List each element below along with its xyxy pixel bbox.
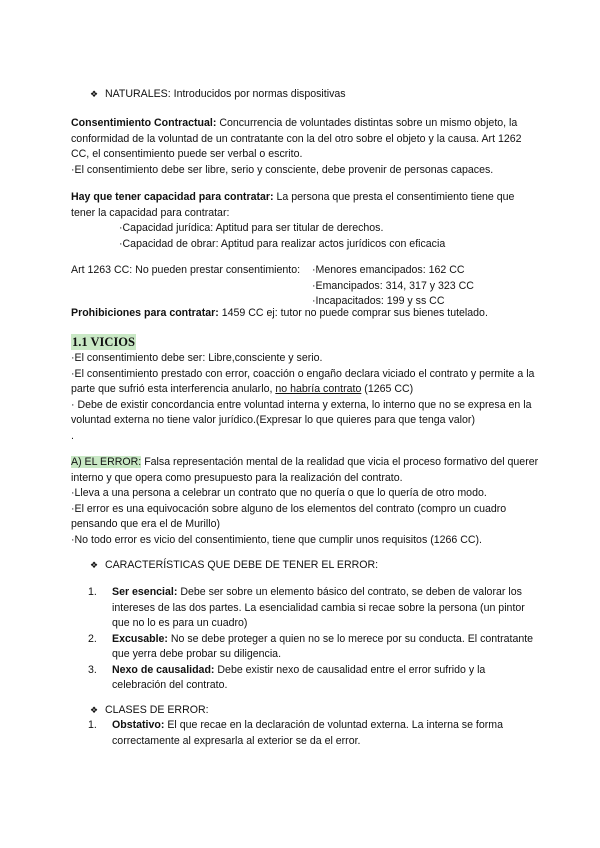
vicios-line2 [71,367,541,398]
consentimiento-title: Consentimiento Contractual: [71,117,217,129]
list-item-text: Debe existir nexo de causalidad entre el error sufrido y la celebración del contrato. [112,663,486,691]
error-line4: ·No todo error es vicio del consentimiento, tiene que cumplir unos requisitos (1266 CC). [71,533,482,546]
naturales-label: NATURALES: Introducidos por normas dispositivas [104,88,346,100]
capacidad-obrar: ·Capacidad de obrar: Aptitud para realizar actos jurídicos con eficacia [119,237,446,250]
prohibiciones-section [71,306,541,322]
art1263-item: ·Menores emancipados: 162 CC [312,264,465,276]
vicios-line3: · Debe de existir concordancia entre voluntad interna y externa, lo interno que no se expresa en la voluntad externa no tiene valor jurídico.(Expresar lo que quieres para que tenga valor) [71,398,532,426]
consentimiento-section [71,116,541,178]
capacidad-title: Hay que tener capacidad para contratar: [71,191,274,203]
vicios-heading: 1.1 VICIOS [72,335,135,349]
naturales-bullet [90,87,346,103]
caracteristicas-title: CARACTERÍSTICAS QUE DEBE DE TENER EL ERROR: [104,559,379,571]
list-item-term: Nexo de causalidad: [112,663,215,676]
list-item-term: Ser esencial: [112,586,178,598]
error-line3: ·El error es una equivocación sobre alguno de los elementos del contrato (compro un cuadro pensando que era el de Murillo) [71,502,507,530]
vicios-section [71,351,541,444]
list-item-number: 1. [88,586,97,598]
error-line2: ·Lleva a una persona a celebrar un contrato que no quería o que lo quería de otro modo. [71,487,487,499]
diamond-bullet-icon: ❖ [90,89,99,99]
vicios-line4: . [71,429,74,442]
consentimiento-text: Concurrencia de voluntades distintas sobre un mismo objeto, la conformidad de la voluntad de un contratante con la del otro sobre el objeto y la causa. Art 1262 CC, el consentimiento puede ser verbal o escrito. [71,117,522,160]
error-paragraph [71,455,541,486]
list-item-number: 2. [88,632,97,645]
vicios-line2-ref: (1265 CC) [361,383,414,395]
clases-list [88,718,540,749]
vicios-line2-underlined: no habría contrato [275,383,362,395]
list-item-number: 3. [88,663,97,676]
capacidad-juridica: ·Capacidad jurídica: Aptitud para ser titular de derechos. [119,222,384,234]
error-section [71,455,541,548]
diamond-bullet-icon: ❖ [90,705,99,715]
diamond-bullet-icon: ❖ [90,560,99,570]
clases-bullet [90,703,209,719]
art1263-item: ·Emancipados: 314, 317 y 323 CC [312,279,474,292]
error-text: Falsa representación mental de la realidad que vicia el proceso formativo del querer interno y que opera como presupuesto para la realización del contrato. [71,456,539,484]
list-item-text: No se debe proteger a quien no se lo merece por su conducta. El contratante que yerra debe probar su diligencia. [112,632,534,660]
list-item [88,585,540,632]
list-item [88,632,540,663]
art1263-label: Art 1263 CC: No pueden prestar consentimiento: [71,264,301,276]
caracteristicas-bullet [90,558,378,574]
list-item-term: Obstativo: [112,719,165,731]
prohibiciones-text: 1459 CC ej: tutor no puede comprar sus bienes tutelado. [218,307,488,319]
vicios-line1: ·El consentimiento debe ser: Libre,consciente y serio. [71,352,323,364]
prohibiciones-title: Prohibiciones para contratar: [71,307,219,319]
list-item [88,718,540,749]
capacidad-text: La persona que presta el consentimiento tiene que tener la capacidad para contratar: [71,191,515,219]
list-item-text: Debe ser sobre un elemento básico del contrato, se deben de valorar los intereses de las dos partes. La esencialidad cambia si recae sobre la persona (un pintor que no lo es para un cuadro) [112,586,525,629]
art1263-item: ·Incapacitados: 199 y ss CC [312,295,445,307]
capacidad-paragraph [71,190,541,221]
caracteristicas-list [88,585,540,694]
consentimiento-paragraph [71,116,541,163]
clases-title: CLASES DE ERROR: [104,704,209,716]
list-item-number: 1. [88,719,97,731]
prohibiciones-paragraph [71,306,541,322]
capacidad-section [71,190,541,252]
vicios-line2-text: ·El consentimiento prestado con error, coacción o engaño declara viciado el contrato y permite a la parte que sufrió esta interferencia anularlo, [71,367,535,395]
art1263-list [312,263,552,310]
list-item-term: Excusable: [112,632,168,645]
list-item-text: El que recae en la declaración de voluntad externa. La interna se forma correctamente al expresarla al exterior se da el error. [112,719,504,747]
consentimiento-line2: ·El consentimiento debe ser libre, serio y consciente, debe provenir de personas capaces. [71,163,494,176]
error-title: A) EL ERROR: [71,456,142,468]
list-item [88,663,540,694]
